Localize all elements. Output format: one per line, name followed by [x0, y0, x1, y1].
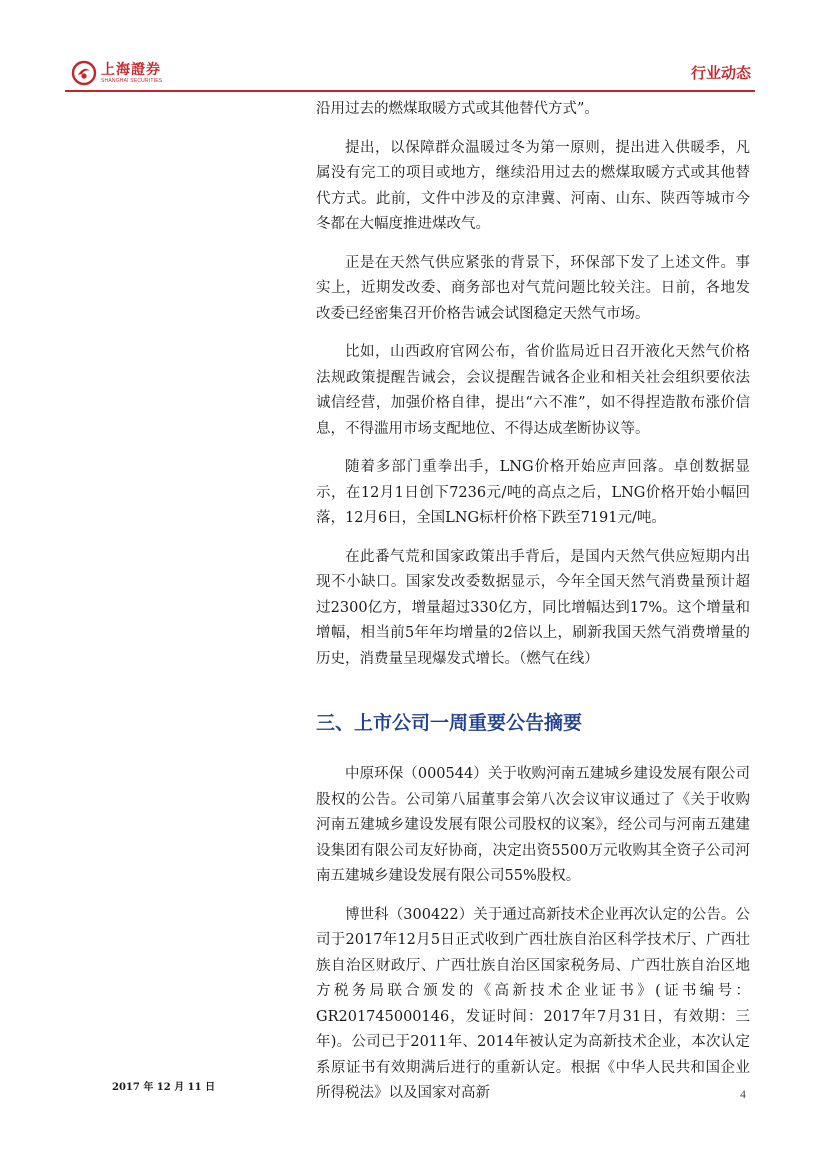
paragraph-6: 在此番气荒和国家政策出手背后，是国内天然气供应短期内出现不小缺口。国家发改委数据显示，今年全国天然气消费量预计超过2300亿方，增量超过330亿方，同比增幅达到17%。这个增量和增幅，相当前5年年均增量的2倍以上，刷新我国天然气消费增量的历史，消费量呈现爆发式增长。（燃气在线）: [316, 548, 750, 667]
section-heading: 三、上市公司一周重要公告摘要: [316, 712, 583, 734]
paragraph-4: 比如，山西政府官网公布，省价监局近日召开液化天然气价格法规政策提醒告诫会，会议提醒告诫各企业和相关社会组织要依法诚信经营，加强价格自律，提出“六不准”，如不得捏造散布涨价信息，不得滥用市场支配地位、不得达成垄断协议等。: [316, 344, 750, 437]
announcement-paragraph-2: 博世科（300422）关于通过高新技术企业再次认定的公告。公司于2017年12月5日正式收到广西壮族自治区科学技术厅、广西壮族自治区财政厅、广西壮族自治区国家税务局、广西壮族自治区地方税务局联合颁发的《高新技术企业证书》(证书编号：GR201745000146，发证时间：2017年7月31日，有效期：三年)。公司已于2011年、2014年被认定为高新技术企业，本次认定系原证书有效期满后进行的重新认定。根据《中华人民共和国企业所得税法》以及国家对高新: [316, 906, 750, 1101]
report-type-label: 行业动态: [690, 64, 751, 82]
logo-subtext: SHANGHAI SECURITIES: [101, 78, 163, 84]
page-number: 4: [740, 1087, 746, 1101]
logo-text: 上海證券: [101, 62, 161, 78]
header-divider: [65, 90, 755, 92]
logo-emblem-icon: [71, 60, 97, 86]
paragraph-3: 正是在天然气供应紧张的背景下，环保部下发了上述文件。事实上，近期发改委、商务部也对气荒问题比较关注。日前，各地发改委已经密集召开价格告诫会试图稳定天然气市场。: [316, 254, 750, 322]
footer-date: 2017 年 12 月 11 日: [112, 1082, 216, 1093]
announcement-paragraph-1: 中原环保（000544）关于收购河南五建城乡建设发展有限公司股权的公告。公司第八届董事会第八次会议审议通过了《关于收购河南五建城乡建设发展有限公司股权的议案》，经公司与河南五建建设集团有限公司友好协商，决定出资5500万元收购其全资子公司河南五建城乡建设发展有限公司55%股权。: [316, 766, 750, 884]
paragraph-5: 随着多部门重拳出手，LNG价格开始应声回落。卓创数据显示，在12月1日创下7236元/吨的高点之后，LNG价格开始小幅回落，12月6日，全国LNG标杆价格下跌至7191元/吨。: [316, 459, 750, 526]
page-header: [65, 56, 755, 92]
paragraph-1: 沿用过去的燃煤取暖方式或其他替代方式”。: [316, 101, 599, 117]
article-body-top: [316, 97, 750, 685]
paragraph-2: 提出，以保障群众温暖过冬为第一原则，提出进入供暖季，凡属没有完工的项目或地方，继续沿用过去的燃煤取暖方式或其他替代方式。此前，文件中涉及的京津冀、河南、山东、陕西等城市今冬都在大幅度推进煤改气。: [316, 139, 750, 232]
company-logo: [71, 60, 162, 86]
article-body-bottom: [316, 762, 750, 1120]
